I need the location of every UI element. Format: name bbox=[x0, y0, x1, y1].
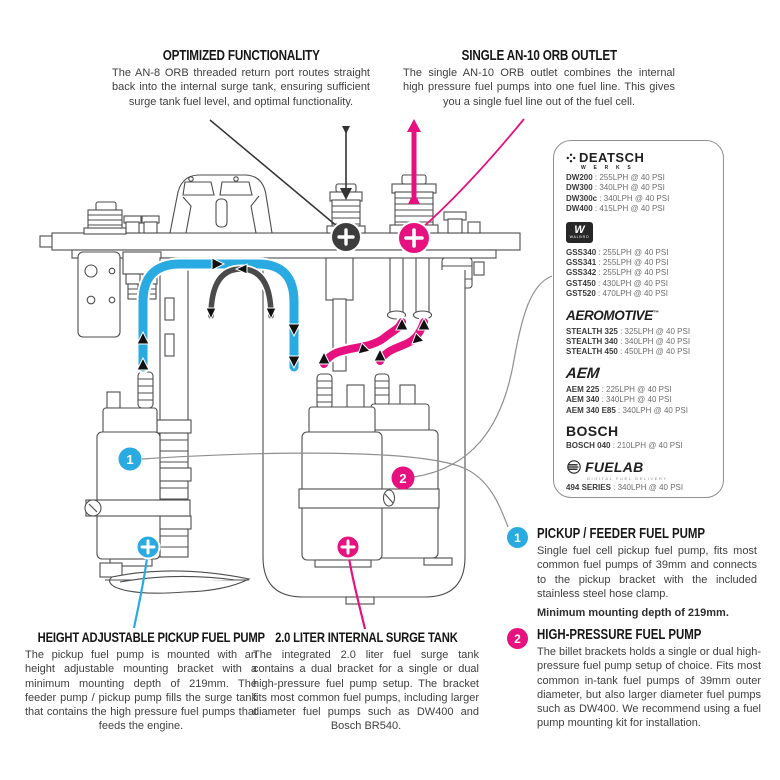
brand-bosch bbox=[566, 423, 711, 451]
pump-model: STEALTH 450 : 450LPH @ 40 PSI bbox=[566, 347, 691, 357]
brand-walbro bbox=[566, 222, 711, 300]
pump-model: 494 SERIES : 340LPH @ 40 PSI bbox=[566, 482, 684, 492]
pickup-pump-plus-marker bbox=[137, 536, 160, 559]
pump-model: STEALTH 325 : 325LPH @ 40 PSI bbox=[566, 326, 691, 336]
callout-title: SINGLE AN-10 ORB OUTLET bbox=[461, 46, 617, 64]
callout-body: The integrated 2.0 liter fuel surge tank contains a dual bracket for a single or dual high-pressure fuel pump setup. The bracket fits most common fuel pumps, including larger diameter fuel pumps such as DW400 and Bosch BR540. bbox=[253, 649, 479, 733]
diagram-badge-2 bbox=[392, 467, 415, 490]
deatschwerks-icon bbox=[566, 153, 576, 163]
pump-model: DW300 : 340LPH @ 40 PSI bbox=[566, 183, 665, 193]
brand-deatschwerks bbox=[566, 150, 711, 215]
callout-title: HEIGHT ADJUSTABLE PICKUP FUEL PUMP bbox=[37, 629, 265, 646]
pump-model: BOSCH 040 : 210LPH @ 40 PSI bbox=[566, 441, 683, 451]
badge-number: 2 bbox=[514, 631, 521, 646]
callout-body: The single AN-10 ORB outlet combines the internal high pressure fuel pumps into one fuel line. This gives you a single fuel line out of the fuel cell. bbox=[403, 67, 675, 108]
outlet-port-plus-marker bbox=[398, 222, 430, 254]
callout-single-an10-outlet bbox=[403, 48, 675, 109]
section-high-pressure-pump bbox=[537, 627, 761, 731]
pickup-strainer bbox=[100, 563, 249, 593]
brand-aeromotive bbox=[566, 307, 711, 358]
walbro-logo bbox=[566, 222, 593, 243]
badge-number: 1 bbox=[514, 530, 521, 545]
diagram-badge-1 bbox=[119, 448, 142, 471]
pump-model: AEM 225 : 225LPH @ 40 PSI bbox=[566, 384, 672, 394]
callout-body: The pickup fuel pump is mounted with an height adjustable mounting bracket with a minimum mounting depth of 219mm. The feeder pump / pickup pump fills the surge tank that contains the high pressure fuel pumps that feeds the engine. bbox=[25, 649, 257, 733]
callout-title: OPTIMIZED FUNCTIONALITY bbox=[162, 46, 320, 64]
brand-tagline: DIGITAL FUEL DELIVERY bbox=[587, 475, 668, 481]
hp-pump-bracket-band bbox=[299, 489, 439, 508]
section-body: Single fuel cell pickup fuel pump, fits most common fuel pumps of 39mm and connects to the pickup bracket with the included stainless steel hose clamp. bbox=[537, 545, 757, 600]
pump-model: DW400 : 415LPH @ 40 PSI bbox=[566, 204, 665, 214]
pump-model: GSS341 : 255LPH @ 40 PSI bbox=[566, 258, 669, 268]
return-port-plus-marker bbox=[331, 222, 361, 252]
section-title: PICKUP / FEEDER FUEL PUMP bbox=[537, 524, 706, 542]
brand-aem bbox=[566, 365, 711, 416]
pump-model: GSS342 : 255LPH @ 40 PSI bbox=[566, 268, 669, 278]
return-flow-arrow bbox=[340, 126, 352, 200]
badge-2 bbox=[507, 628, 528, 649]
section-body: The billet brackets holds a single or dual high-pressure fuel pump setup of choice. Fits most common in-tank fuel pumps of 39mm outer diameter, but also larger diameter fuel pumps such as DW400. We recommend using a fuel pump mounting kit for installation. bbox=[537, 646, 761, 730]
svg-text:2: 2 bbox=[399, 471, 407, 486]
carry-handle-icon bbox=[170, 175, 272, 233]
brand-subname: WALBRO bbox=[569, 234, 590, 239]
brand-subname: W E R K S bbox=[581, 165, 634, 171]
callout-height-adjustable-pickup bbox=[25, 629, 265, 734]
compatible-pumps-panel bbox=[553, 140, 724, 498]
pump-model: AEM 340 : 340LPH @ 40 PSI bbox=[566, 395, 672, 405]
pump-model: GST450 : 430LPH @ 40 PSI bbox=[566, 278, 668, 288]
hose-clamp bbox=[85, 500, 190, 516]
callout-optimized-functionality bbox=[112, 48, 370, 109]
pump-model: GST520 : 470LPH @ 40 PSI bbox=[566, 289, 668, 299]
brand-name: AEM bbox=[565, 364, 601, 382]
an8-side-fitting bbox=[84, 202, 126, 234]
pump-model: GSS340 : 255LPH @ 40 PSI bbox=[566, 247, 669, 257]
return-hose-gray bbox=[211, 269, 271, 316]
pump-model: AEM 340 E85 : 340LPH @ 40 PSI bbox=[566, 405, 688, 415]
terminal-bolts bbox=[124, 216, 159, 233]
brand-name: BOSCH bbox=[566, 423, 619, 440]
brand-name: DEATSCH bbox=[579, 150, 645, 165]
pump-model: STEALTH 340 : 340LPH @ 40 PSI bbox=[566, 337, 691, 347]
fuelab-icon bbox=[566, 460, 582, 474]
svg-text:1: 1 bbox=[126, 452, 134, 467]
brand-fuelab bbox=[566, 459, 711, 493]
pump-model: DW300c : 340LPH @ 40 PSI bbox=[566, 193, 670, 203]
callout-title: 2.0 LITER INTERNAL SURGE TANK bbox=[274, 629, 458, 646]
pickup-bracket-plate bbox=[78, 252, 120, 337]
section-pickup-feeder-pump bbox=[537, 526, 757, 620]
section-note: Minimum mounting depth of 219mm. bbox=[537, 607, 729, 620]
badge-1 bbox=[507, 527, 528, 548]
pump-model: DW200 : 255LPH @ 40 PSI bbox=[566, 173, 665, 182]
brand-name: FUELAB bbox=[585, 458, 644, 475]
section-title: HIGH-PRESSURE FUEL PUMP bbox=[537, 625, 702, 643]
trademark: ™ bbox=[652, 310, 659, 317]
brand-name: AEROMOTIVE™ bbox=[566, 307, 659, 323]
callout-body: The AN-8 ORB threaded return port routes straight back into the internal surge tank, ensuring sufficient surge tank fuel level, and optimal functionality. bbox=[112, 67, 370, 108]
callout-surge-tank bbox=[253, 630, 479, 734]
brand-name: W bbox=[574, 223, 585, 236]
surge-tank-plus-marker bbox=[337, 536, 360, 559]
